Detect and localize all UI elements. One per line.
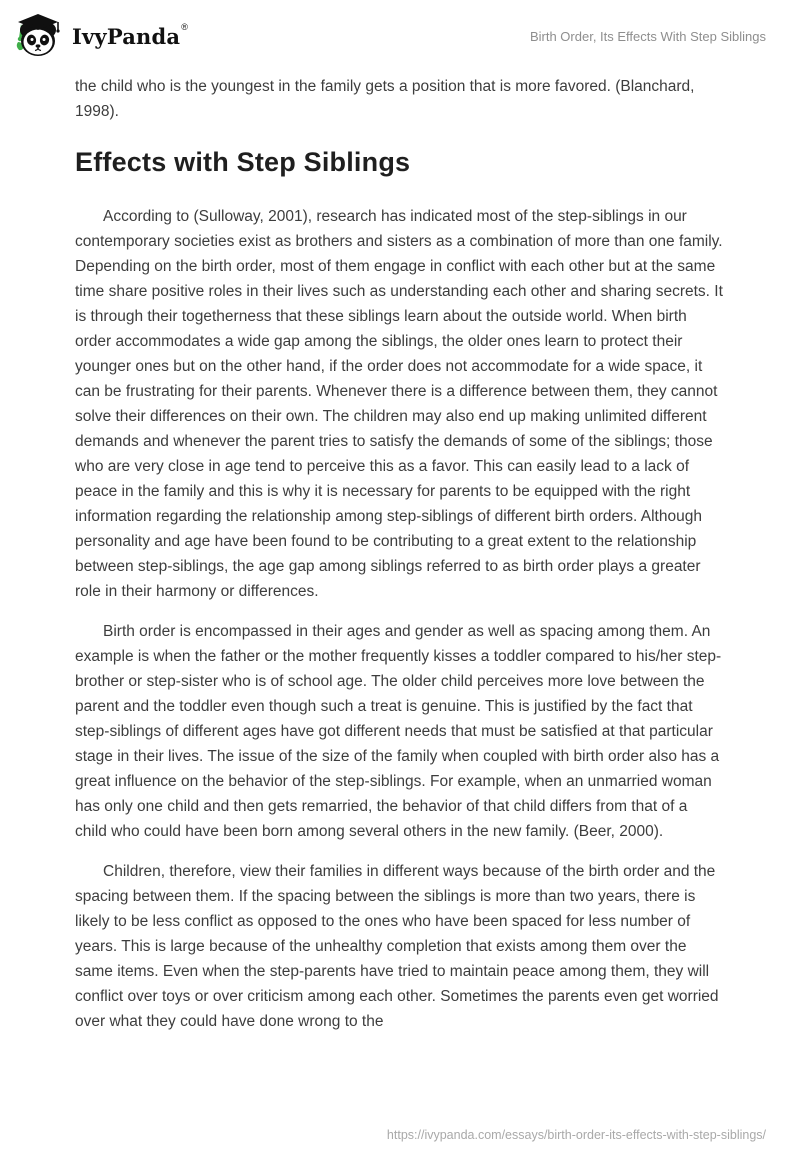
essay-paragraph-1: According to (Sulloway, 2001), research has indicated most of the step-siblings in our contemporary societies exist as brothers and sisters as a combination of more than one family. Depending on the birth order, most of them engage in conflict with each other but at the same time share positive roles in their lives such as understanding each other and sharing secrets. It is through their togetherness that these siblings learn about the outside world. When birth order accommodates a wide gap among the siblings, the older ones learn to protect their younger ones but on the other hand, if the order does not accommodate for a wide space, it can be frustrating for their parents. Whenever there is a difference between them, they cannot solve their differences on their own. The children may also end up making unlimited different demands and whenever the parent tries to satisfy the demands of some of the siblings; those who are very close in age tend to perceive this as a favor. This can easily lead to a lack of peace in the family and this is why it is necessary for parents to be equipped with the right information regarding the relationship among step-siblings of different birth orders. Although personality and age have been found to be contributing to a great extent to the relationship between step-siblings, the age gap among siblings referred to as birth order plays a greater role in their harmony or differences. — [75, 208, 723, 600]
section-heading: Effects with Step Siblings — [75, 147, 411, 177]
registered-mark: ® — [181, 22, 188, 33]
brand[interactable] — [14, 12, 187, 60]
brand-wordmark: IvyPanda — [72, 23, 181, 49]
essay-content — [0, 62, 800, 1034]
page-header — [0, 0, 800, 62]
source-url-link[interactable]: https://ivypanda.com/essays/birth-order-its-effects-with-step-siblings/ — [386, 1128, 766, 1142]
paragraph-continuation: the child who is the youngest in the family gets a position that is more favored. (Blanchard, 1998). — [75, 78, 695, 120]
brand-name — [72, 24, 187, 49]
essay-paragraph-2: Birth order is encompassed in their ages and gender as well as spacing among them. An example is when the father or the mother frequently kisses a toddler compared to his/her step-brother or step-sister who is of school age. The older child perceives more love between the parent and the toddler even though such a treat is genuine. This is justified by the fact that step-siblings of different ages have got different needs that must be satisfied at that particular stage in their lives. The issue of the size of the family when coupled with birth order also has a great influence on the behavior of the step-siblings. For example, when an unmarried woman has only one child and then gets remarried, the behavior of that child differs from that of a child who could have been born among several others in the new family. (Beer, 2000). — [75, 623, 722, 840]
document-title: Birth Order, Its Effects With Step Siblings — [529, 28, 766, 44]
essay-paragraph-3: Children, therefore, view their families in different ways because of the birth order and the spacing between them. If the spacing between the siblings is more than two years, there is likely to be less conflict as opposed to the ones who have been spaced for less number of years. This is large because of the unhealthy completion that exists among them over the same items. Even when the step-parents have tried to maintain peace among them, they will conflict over toys or over criticism among each other. Sometimes the parents even get worried over what they could have done wrong to the — [75, 863, 719, 1030]
ivypanda-panda-logo-icon — [14, 12, 62, 60]
page-footer — [387, 1126, 766, 1144]
